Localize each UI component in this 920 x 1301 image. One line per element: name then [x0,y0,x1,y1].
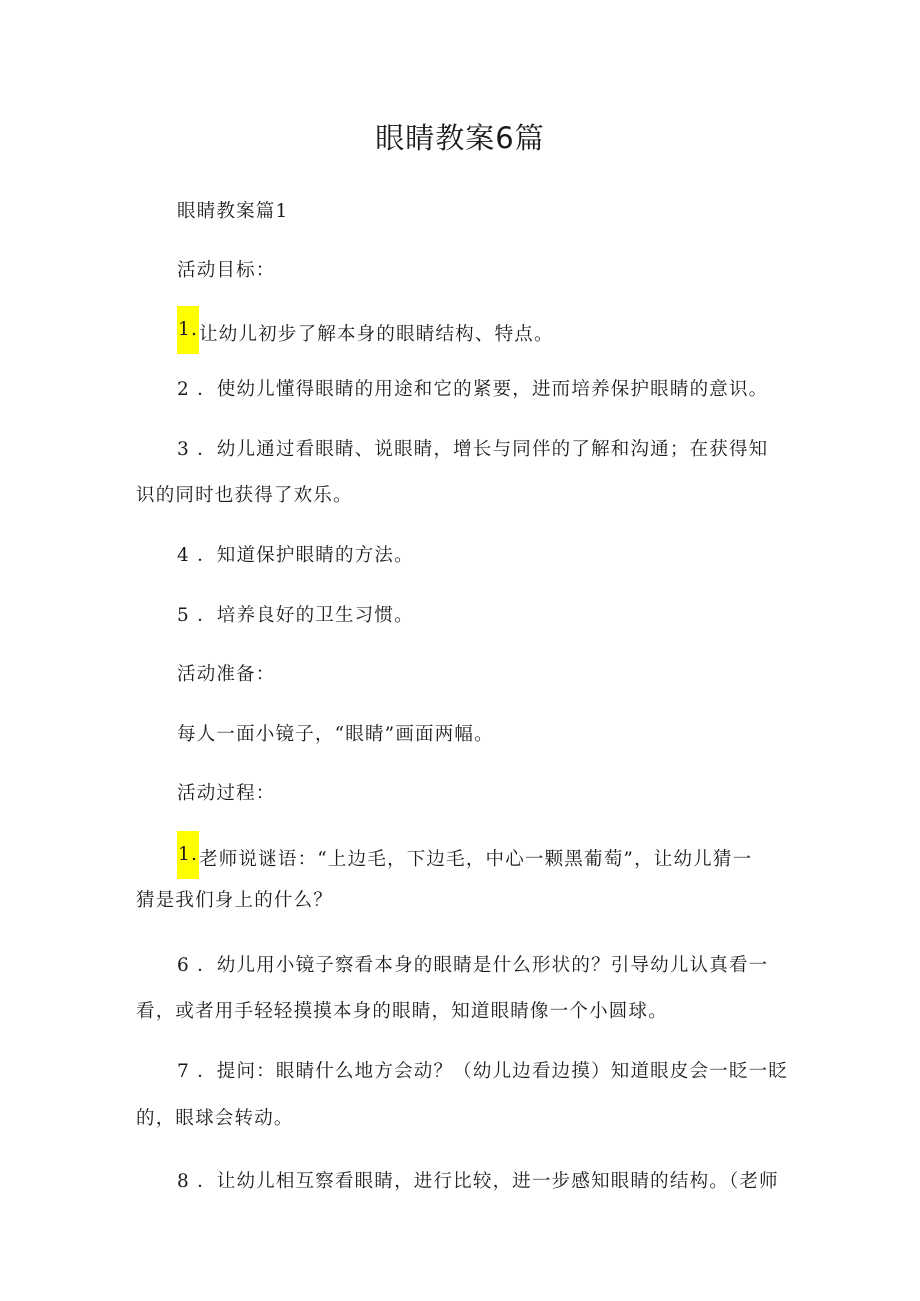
process-number: 7 [177,1061,190,1082]
objective-item [177,542,414,570]
objective-item [177,436,768,464]
highlight-mark: 1. [177,831,199,879]
objective-number: 5 [177,605,190,626]
process-text: ．幼儿用小镜子察看本身的眼睛是什么形状的？引导幼儿认真看一 [197,955,769,976]
process-label: 活动过程： [177,783,276,804]
preparation-text: 每人一面小镜子，“眼睛”画面两幅。 [177,724,494,745]
process-number: 8 [177,1171,190,1192]
objective-number: 4 [177,545,190,566]
objective-text: ．培养良好的卫生习惯。 [197,605,414,626]
objective-text: ．幼儿通过看眼睛、说眼睛，增长与同伴的了解和沟通；在获得知 [197,439,769,460]
process-text: 老师说谜语：“上边毛，下边毛，中心一颗黑葡萄”，让幼儿猜一 [199,849,753,870]
document-title: 眼睛教案6篇 [375,121,545,155]
process-item [177,1168,779,1196]
objective-continuation: 识的同时也获得了欢乐。 [136,485,353,506]
objective-item [177,316,554,354]
process-number: 6 [177,955,190,976]
process-item [177,952,768,980]
process-item [177,841,752,879]
objective-item [177,376,768,404]
objective-text: ．知道保护眼睛的方法。 [197,545,414,566]
process-item [177,1058,788,1086]
process-text: ．提问：眼睛什么地方会动？（幼儿边看边摸）知道眼皮会一眨一眨 [197,1061,789,1082]
process-continuation: 猜是我们身上的什么？ [136,890,334,911]
objective-number: 3 [177,439,190,460]
objective-text: ．使幼儿懂得眼睛的用途和它的紧要，进而培养保护眼睛的意识。 [197,379,769,400]
highlight-mark: 1. [177,306,199,354]
section-heading: 眼睛教案篇1 [177,201,289,222]
objective-text: 让幼儿初步了解本身的眼睛结构、特点。 [199,324,554,345]
preparation-label: 活动准备： [177,664,276,685]
objective-item [177,602,414,630]
process-continuation: 的，眼球会转动。 [136,1108,294,1129]
objectives-label: 活动目标： [177,260,276,281]
process-text: ．让幼儿相互察看眼睛，进行比较，进一步感知眼睛的结构。（老师 [197,1171,779,1192]
objective-number: 2 [177,379,190,400]
process-continuation: 看，或者用手轻轻摸摸本身的眼睛，知道眼睛像一个小圆球。 [136,1001,668,1022]
